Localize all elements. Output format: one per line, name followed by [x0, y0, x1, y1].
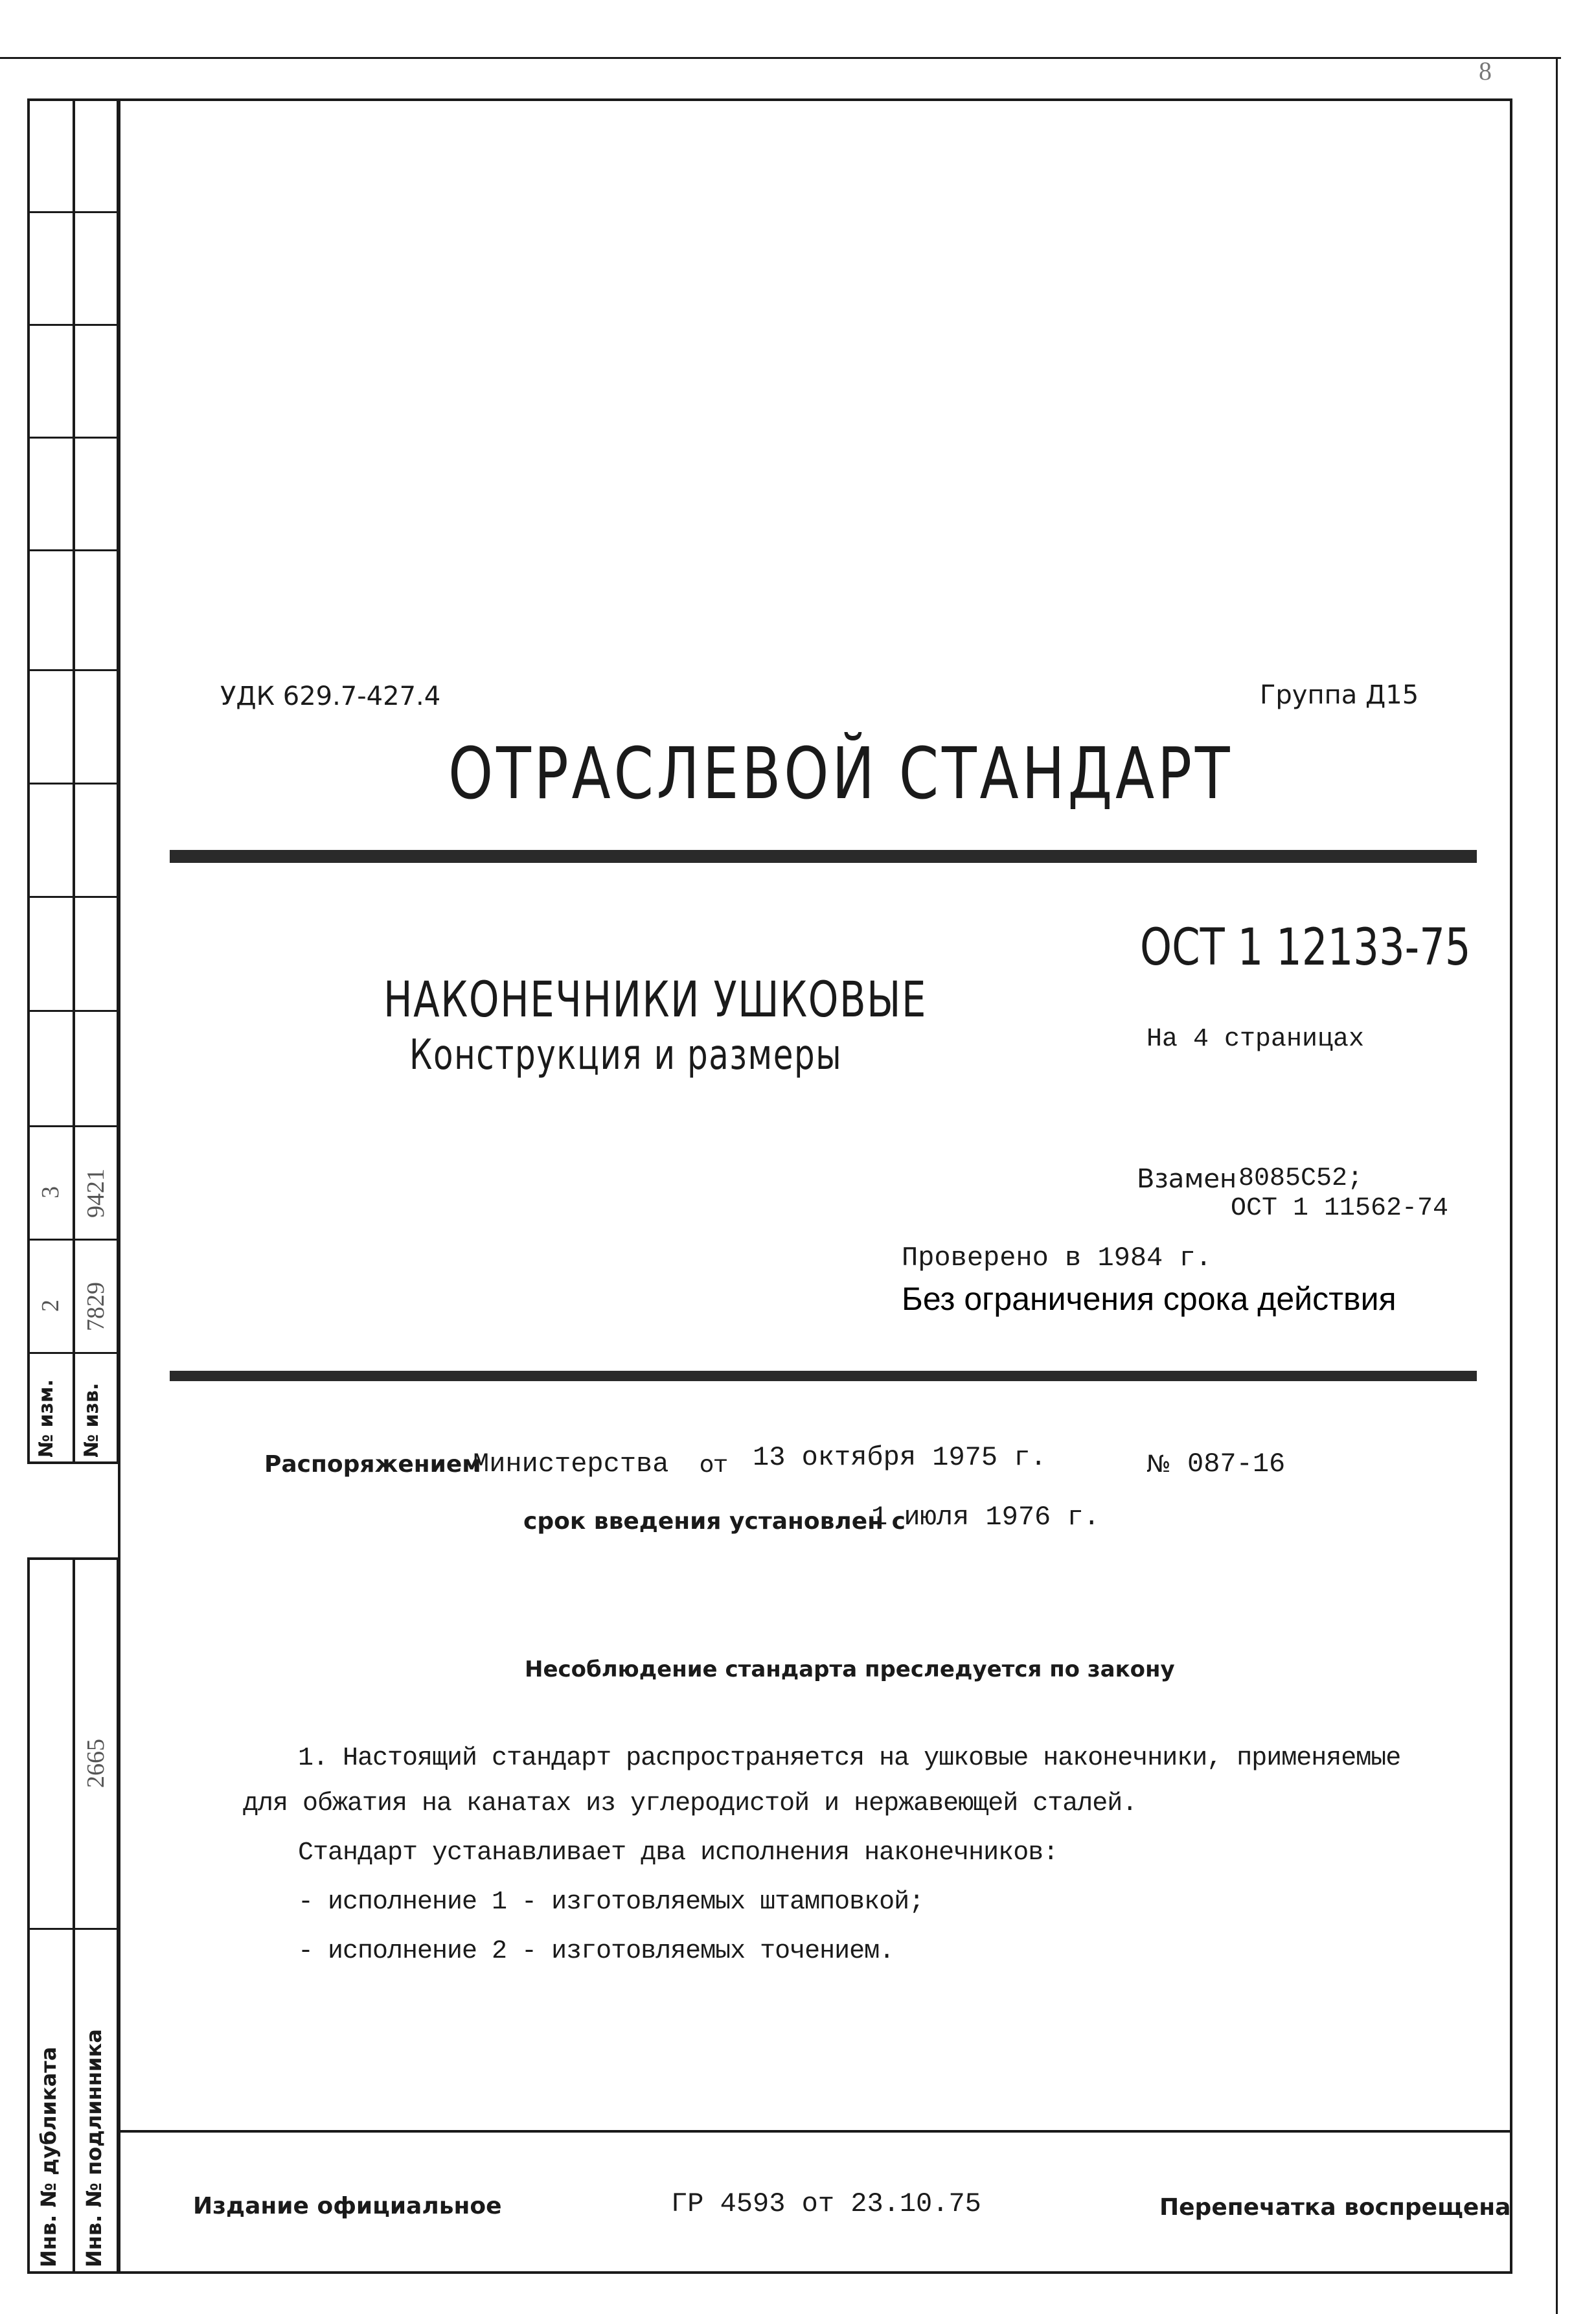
notice-number-7829: 7829: [82, 1282, 109, 1331]
footer-rule: [118, 2130, 1512, 2133]
right-scan-edge: [1556, 57, 1558, 2314]
margin-divider-top: [73, 98, 75, 1464]
original-inventory-number: 2665: [82, 1739, 109, 1788]
margin-row-line: [27, 783, 119, 785]
paragraph-2: Стандарт устанавливает два исполнения наконечников:: [298, 1839, 1058, 1868]
group-code: Группа Д15: [1260, 680, 1419, 710]
order-label: Распоряжением: [264, 1451, 481, 1478]
order-ministry: Министерства: [473, 1449, 669, 1480]
list-item-1: - исполнение 1 - изготовляемых штамповкой;: [298, 1888, 924, 1917]
change-number-2: 2: [37, 1300, 64, 1312]
udk-code: УДК 629.7-427.4: [220, 682, 441, 711]
margin-row-line: [27, 669, 119, 671]
notice-number-9421: 9421: [82, 1169, 109, 1218]
notice-col-header: № изв.: [80, 1382, 103, 1458]
margin-row-line: [27, 1010, 119, 1012]
margin-row-line: [27, 437, 119, 439]
order-date: 13 октября 1975 г.: [753, 1442, 1047, 1473]
header-rule: [170, 850, 1477, 863]
footer-official-edition: Издание официальное: [193, 2193, 502, 2219]
replaces-first: 8085С52;: [1238, 1164, 1363, 1193]
checked-note: Проверено в 1984 г.: [902, 1243, 1212, 1274]
margin-row-line: [27, 1239, 119, 1241]
order-number-label: №: [1146, 1451, 1171, 1478]
order-from: от: [700, 1451, 727, 1478]
margin-row-line: [27, 1352, 119, 1354]
pages-note: На 4 страницах: [1146, 1025, 1365, 1054]
original-inventory-label: Инв. № подлинника: [82, 2029, 106, 2267]
replaces-second: ОСТ 1 11562-74: [1231, 1194, 1449, 1223]
margin-row-line: [27, 549, 119, 551]
law-notice: Несоблюдение стандарта преследуется по закону: [525, 1656, 1175, 1682]
page-number: 8: [1479, 56, 1492, 86]
document-subtitle: Конструкция и размеры: [409, 1031, 843, 1079]
margin-row-line: [27, 1928, 119, 1930]
margin-row-line: [27, 896, 119, 898]
standard-number: ОСТ 1 12133-75: [1140, 919, 1471, 977]
list-item-2: - исполнение 2 - изготовляемых точением.: [298, 1937, 895, 1966]
change-number-3: 3: [37, 1186, 64, 1198]
paragraph-1-line-2: для обжатия на канатах из углеродистой и нержавеющей сталей.: [243, 1789, 1137, 1818]
margin-row-line: [27, 211, 119, 213]
introduction-date: 1 июля 1976 г.: [871, 1502, 1100, 1533]
document-title: НАКОНЕЧНИКИ УШКОВЫЕ: [383, 970, 928, 1028]
change-col-header: № изм.: [35, 1379, 58, 1458]
margin-row-line: [27, 1125, 119, 1127]
margin-divider-bottom: [73, 1557, 75, 2274]
duplicate-inventory-label: Инв. № дубликата: [36, 2046, 61, 2267]
main-title: ОТРАСЛЕВОЙ СТАНДАРТ: [448, 732, 1233, 815]
margin-row-line: [27, 324, 119, 326]
lower-rule: [170, 1371, 1477, 1381]
top-scan-line: [0, 57, 1561, 59]
validity-note: Без ограничения срока действия: [902, 1281, 1396, 1317]
replaces-label: Взамен: [1137, 1164, 1237, 1194]
order-number: 087-16: [1187, 1449, 1286, 1480]
footer-registration: ГР 4593 от 23.10.75: [671, 2188, 981, 2219]
paragraph-1-line-1: 1. Настоящий стандарт распространяется на ушковые наконечники, применяемые: [298, 1744, 1401, 1773]
introduction-label: срок введения установлен с: [523, 1508, 906, 1535]
footer-reprint-notice: Перепечатка воспрещена: [1159, 2194, 1511, 2221]
